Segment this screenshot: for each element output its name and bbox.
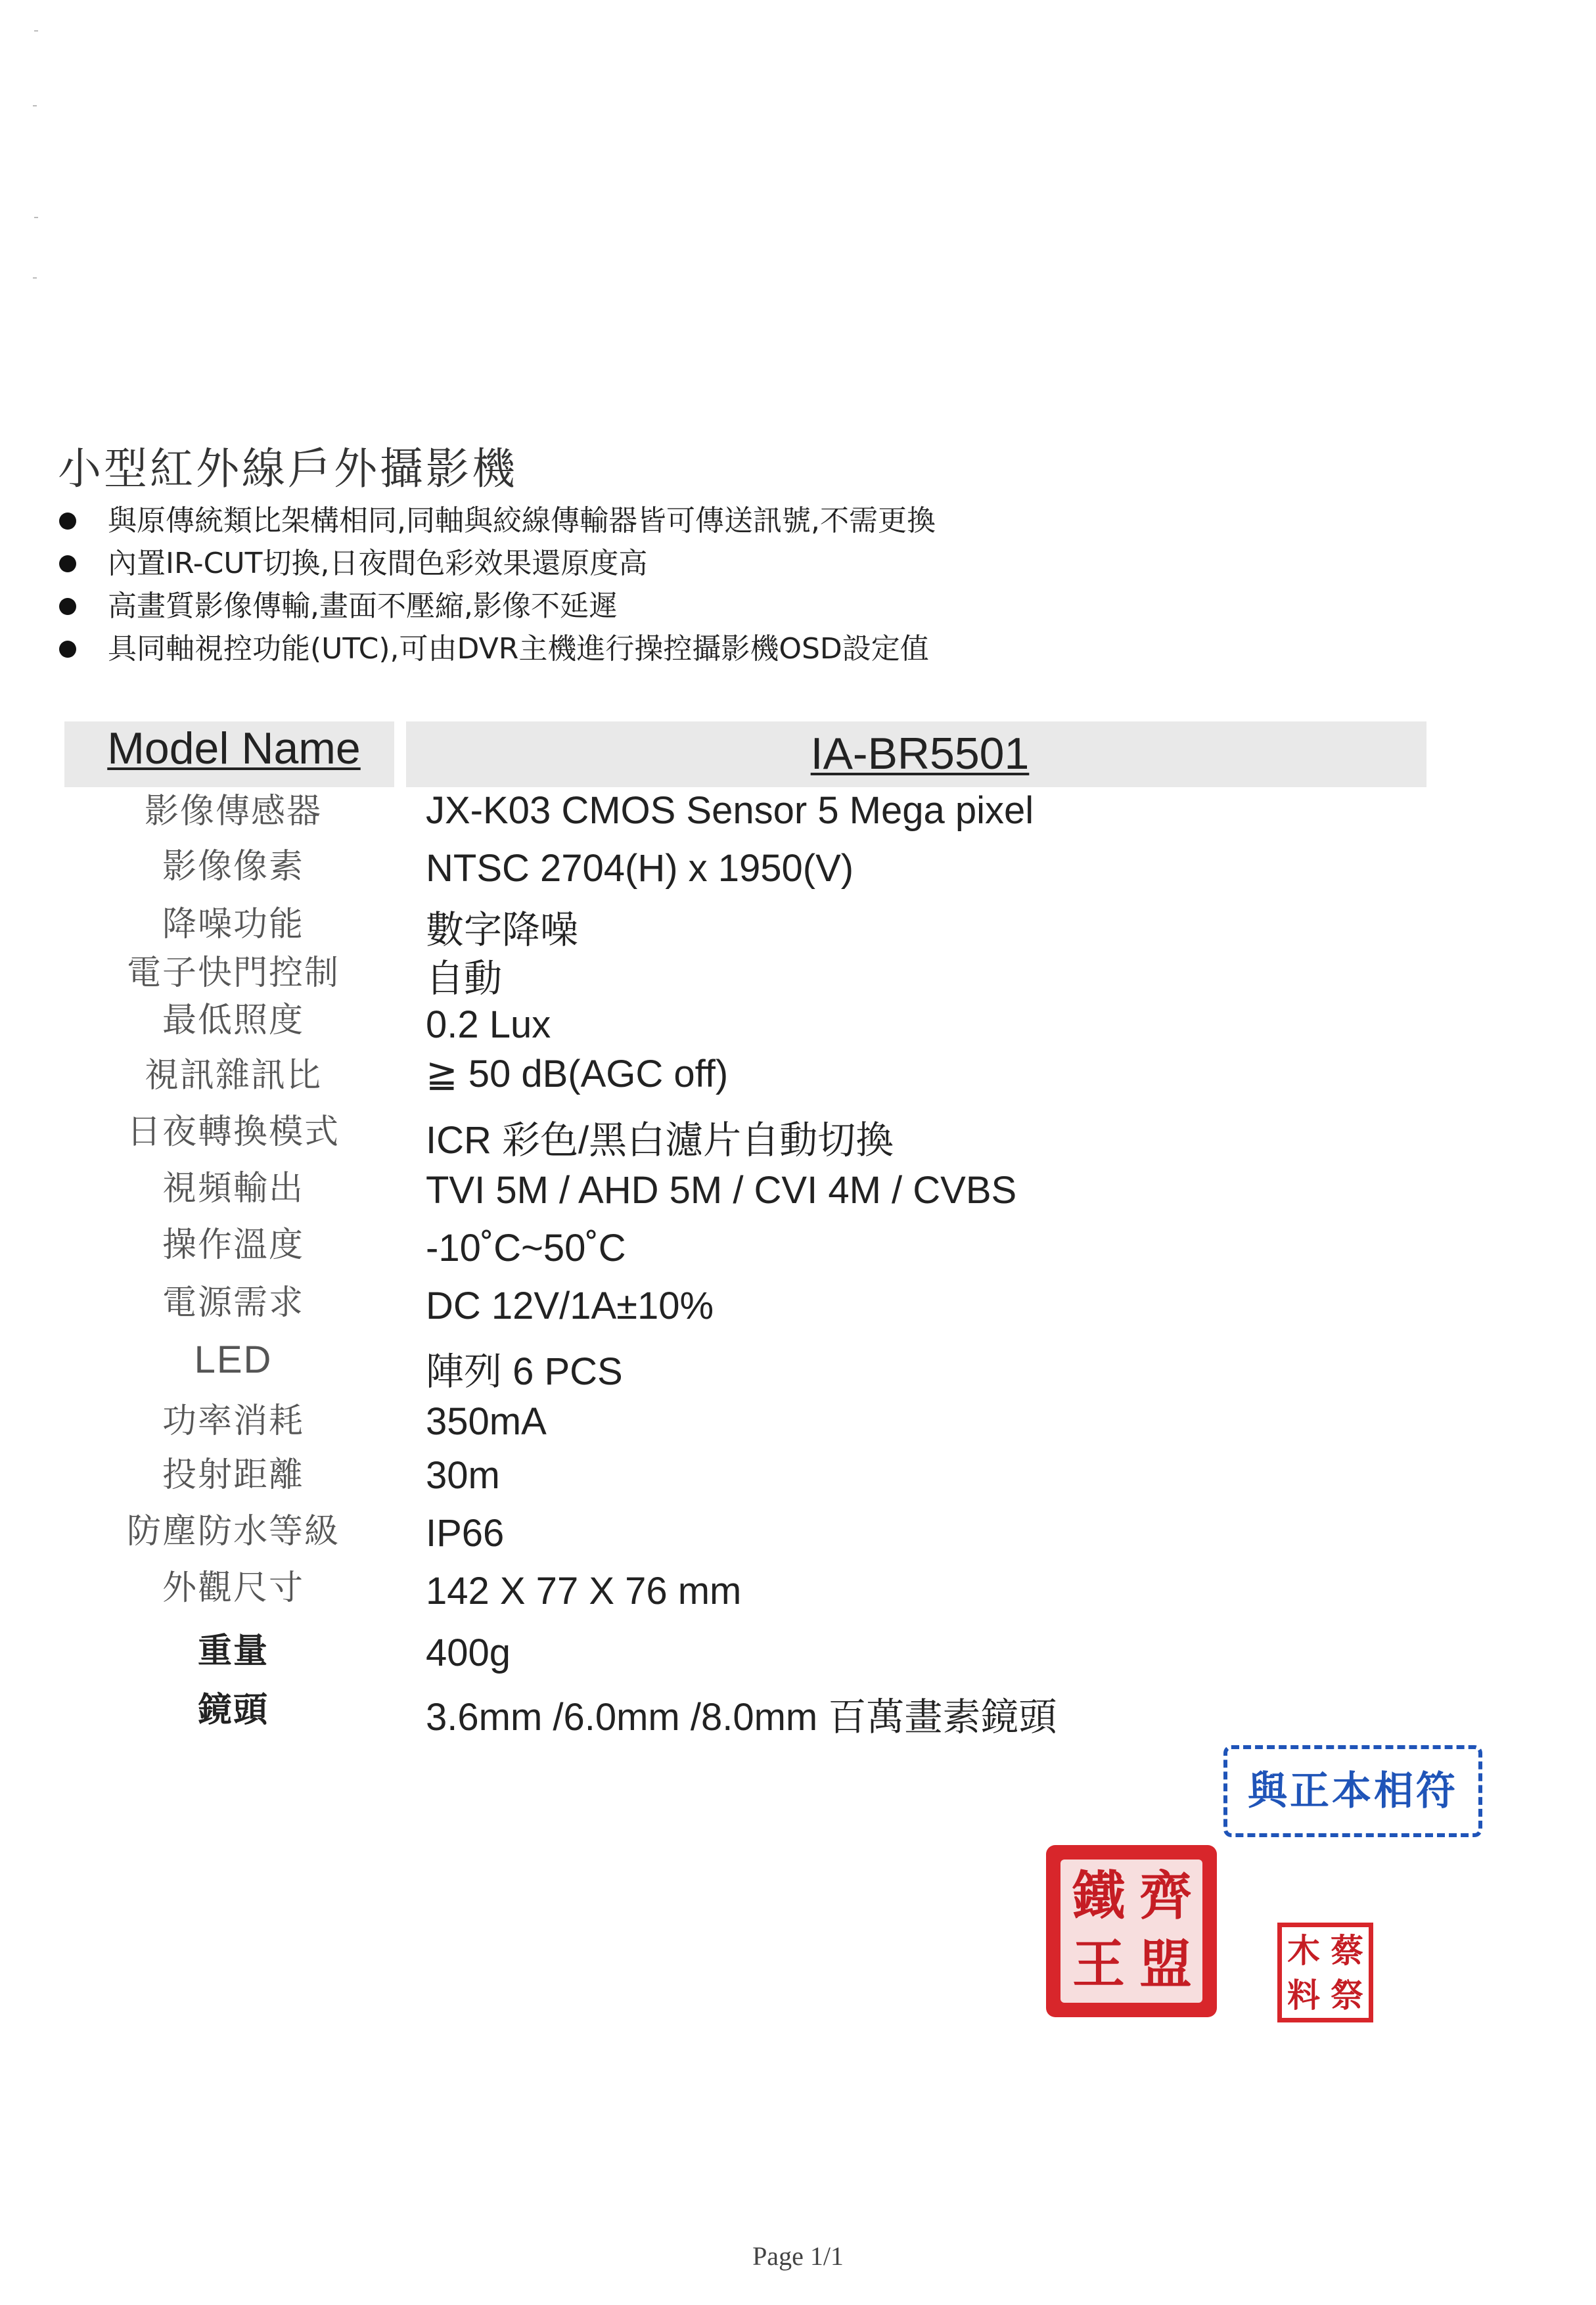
spec-row [0, 1560, 1596, 1616]
spec-value: JX-K03 CMOS Sensor 5 Mega pixel [426, 789, 1034, 832]
spec-row [0, 1104, 1596, 1160]
spec-value: 3.6mm /6.0mm /8.0mm 百萬畫素鏡頭 [426, 1696, 1057, 1739]
spec-row [0, 1275, 1596, 1331]
feature-item [59, 585, 936, 628]
spec-value: ICR 彩色/黑白濾片自動切換 [426, 1119, 894, 1162]
spec-value: NTSC 2704(H) x 1950(V) [426, 847, 854, 890]
spec-row [0, 1503, 1596, 1560]
spec-row [0, 783, 1596, 840]
seal-character: 盟 [1139, 1934, 1192, 1995]
spec-row [0, 838, 1596, 895]
spec-label: LED [194, 1338, 273, 1381]
certified-copy-stamp: 與正本相符 [1223, 1745, 1482, 1837]
spec-row [0, 1338, 1596, 1394]
spec-header-divider [394, 721, 406, 787]
bullet-icon [59, 641, 76, 658]
spec-label: 功率消耗 [162, 1402, 304, 1441]
spec-value: 數字降噪 [426, 909, 579, 951]
feature-item [59, 499, 936, 542]
spec-row [0, 1217, 1596, 1273]
spec-label: 日夜轉換模式 [126, 1112, 340, 1152]
spec-value: 30m [426, 1454, 500, 1497]
spec-value: IP66 [426, 1512, 505, 1555]
spec-row [0, 1160, 1596, 1217]
spec-row [0, 1393, 1596, 1449]
scan-speck [33, 277, 37, 279]
spec-label: 重量 [197, 1632, 269, 1671]
spec-label: 視頻輸出 [162, 1169, 304, 1208]
spec-label: 投射距離 [162, 1455, 304, 1495]
spec-label: 電子快門控制 [126, 953, 340, 993]
spec-row [0, 1047, 1596, 1104]
spec-value: 自動 [426, 957, 503, 1000]
seal-character: 蔡 [1331, 1932, 1363, 1970]
spec-value: -10˚C~50˚C [426, 1227, 626, 1269]
spec-label: 外觀尺寸 [162, 1568, 304, 1608]
company-seal-face [1060, 1860, 1202, 2003]
spec-value: TVI 5M / AHD 5M / CVI 4M / CVBS [426, 1169, 1017, 1212]
feature-text: 與原傳統類比架構相同,同軸與絞線傳輸器皆可傳送訊號,不需更換 [108, 504, 936, 537]
spec-value: 350mA [426, 1400, 547, 1443]
model-number: IA-BR5501 [810, 729, 1030, 779]
spec-label: 電源需求 [162, 1283, 304, 1323]
spec-row [0, 1447, 1596, 1503]
seal-character: 鐵 [1072, 1865, 1125, 1927]
feature-text: 具同軸視控功能(UTC),可由DVR主機進行操控攝影機OSD設定值 [108, 632, 929, 666]
seal-character: 齊 [1139, 1865, 1192, 1927]
feature-text: 高畫質影像傳輸,畫面不壓縮,影像不延遲 [108, 589, 618, 623]
spec-value: 142 X 77 X 76 mm [426, 1570, 742, 1612]
spec-row [0, 992, 1596, 1049]
spec-label: 影像傳感器 [144, 792, 322, 831]
spec-value: 0.2 Lux [426, 1003, 551, 1046]
bullet-icon [59, 513, 76, 530]
spec-row [0, 1682, 1596, 1739]
feature-item [59, 628, 936, 670]
feature-text: 內置IR-CUT切換,日夜間色彩效果還原度高 [108, 547, 648, 580]
spec-label: 防塵防水等級 [126, 1512, 340, 1551]
spec-label: 影像像素 [162, 847, 304, 886]
spec-value: DC 12V/1A±10% [426, 1285, 714, 1327]
bullet-icon [59, 598, 76, 615]
feature-item [59, 542, 936, 585]
spec-label: 視訊雜訊比 [144, 1056, 322, 1095]
personal-seal [1277, 1923, 1373, 2022]
spec-value: 400g [426, 1632, 511, 1674]
scan-speck [33, 105, 37, 106]
scan-speck [34, 217, 38, 218]
model-name-label: Model Name [107, 723, 361, 773]
seal-character: 祭 [1331, 1976, 1363, 2015]
spec-label: 最低照度 [162, 1001, 304, 1040]
page-number: Page 1/1 [752, 2241, 844, 2271]
seal-character: 王 [1072, 1934, 1125, 1995]
feature-list [59, 499, 936, 670]
spec-value: ≧ 50 dB(AGC off) [426, 1053, 729, 1095]
spec-label: 操作溫度 [162, 1225, 304, 1265]
seal-character: 木 [1287, 1932, 1320, 1970]
company-seal [1046, 1845, 1217, 2017]
document-title: 小型紅外線戶外攝影機 [58, 444, 518, 494]
spec-label: 鏡頭 [197, 1691, 269, 1730]
spec-label: 降噪功能 [162, 905, 304, 944]
scan-speck [34, 30, 38, 32]
bullet-icon [59, 555, 76, 572]
spec-row [0, 1623, 1596, 1679]
spec-value: 陣列 6 PCS [426, 1350, 623, 1393]
seal-character: 料 [1287, 1976, 1320, 2015]
